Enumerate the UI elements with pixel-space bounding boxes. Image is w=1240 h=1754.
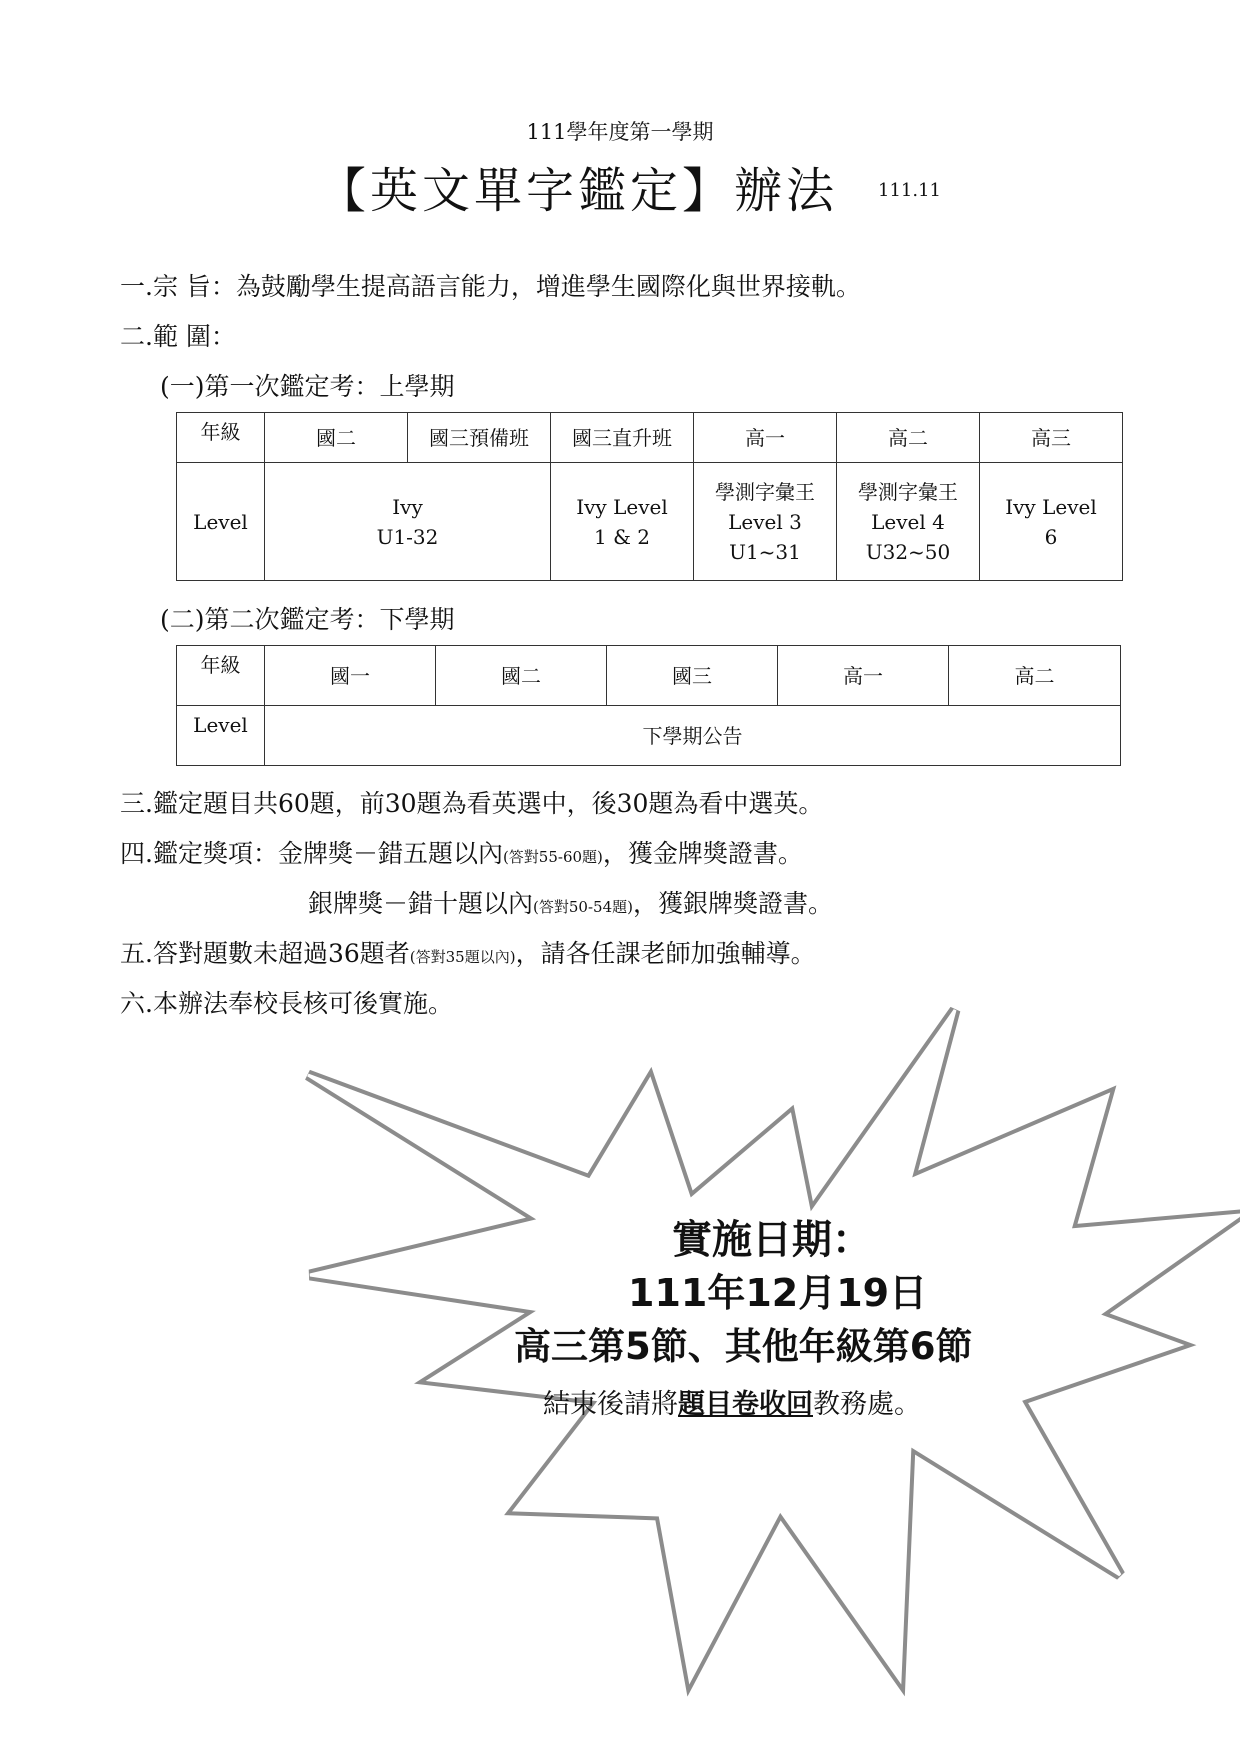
awards-gold-tail: ，獲金牌獎證書。	[602, 839, 803, 868]
level-line: U32~50	[865, 539, 951, 564]
note-tail: 教務處。	[813, 1389, 921, 1420]
level-line: 學測字彙王	[858, 479, 958, 504]
grade-cell: 國二	[436, 646, 607, 706]
level-header: Level	[177, 463, 265, 581]
grade-cell: 高一	[778, 646, 949, 706]
level-line: U1~31	[729, 539, 801, 564]
document-date: 111.11	[878, 180, 941, 201]
grade-header: 年級	[177, 413, 265, 463]
scope-line: 二.範 圍：	[120, 322, 236, 351]
level-cell: 下學期公告	[265, 706, 1121, 766]
approval-line: 六.本辦法奉校長核可後實施。	[120, 989, 453, 1018]
grade-cell: 國二	[265, 413, 408, 463]
level-line: U1-32	[376, 524, 439, 549]
level-header: Level	[177, 706, 265, 766]
level-line: Ivy Level	[576, 494, 668, 519]
grade-cell: 國三	[607, 646, 778, 706]
level-line: Level 4	[871, 509, 945, 534]
implementation-title: 實施日期：	[672, 1217, 872, 1263]
level-line: 學測字彙王	[715, 479, 815, 504]
grade-header: 年級	[177, 646, 265, 706]
questions-line: 三.鑑定題目共60題，前30題為看英選中，後30題為看中選英。	[120, 789, 824, 818]
remedial-lead: 五.答對題數未超過36題者	[120, 939, 410, 968]
grade-cell: 國三預備班	[408, 413, 551, 463]
level-line: Level 3	[728, 509, 802, 534]
remedial-tail: ，請各任課老師加強輔導。	[515, 939, 816, 968]
grade-cell: 高三	[980, 413, 1123, 463]
first-exam-heading: (一)第一次鑑定考：上學期	[160, 372, 455, 401]
awards-gold-note: (答對55-60題)	[502, 848, 603, 866]
awards-silver-lead: 銀牌獎－錯十題以內	[308, 889, 534, 918]
semester-label: 111學年度第一學期	[526, 120, 714, 144]
grade-cell: 高二	[949, 646, 1121, 706]
remedial-note: (答對35題以內)	[409, 948, 516, 966]
level-line: Ivy Level	[1005, 494, 1097, 519]
document-title: 【英文單字鑑定】辦法	[318, 163, 839, 219]
grade-cell: 高一	[694, 413, 837, 463]
implementation-period: 高三第5節、其他年級第6節	[514, 1325, 973, 1368]
level-line: 1 & 2	[594, 524, 650, 549]
awards-lead: 四.鑑定獎項：金牌獎－錯五題以內	[120, 839, 503, 868]
awards-silver-note: (答對50-54題)	[533, 898, 633, 916]
note-lead: 結束後請將	[543, 1389, 678, 1420]
implementation-note	[543, 1382, 921, 1421]
grade-cell: 高二	[837, 413, 980, 463]
implementation-date: 111年12月19日	[628, 1271, 928, 1315]
level-line: Ivy	[392, 494, 423, 519]
grade-cell: 國三直升班	[551, 413, 694, 463]
awards-silver-tail: ，獲銀牌獎證書。	[632, 889, 833, 918]
purpose-line: 一.宗 旨：為鼓勵學生提高語言能力，增進學生國際化與世界接軌。	[120, 272, 861, 301]
level-line: 6	[1044, 524, 1058, 549]
note-emphasis: 題目卷收回	[678, 1389, 813, 1420]
grade-cell: 國一	[265, 646, 436, 706]
second-exam-heading: (二)第二次鑑定考：下學期	[160, 605, 455, 634]
